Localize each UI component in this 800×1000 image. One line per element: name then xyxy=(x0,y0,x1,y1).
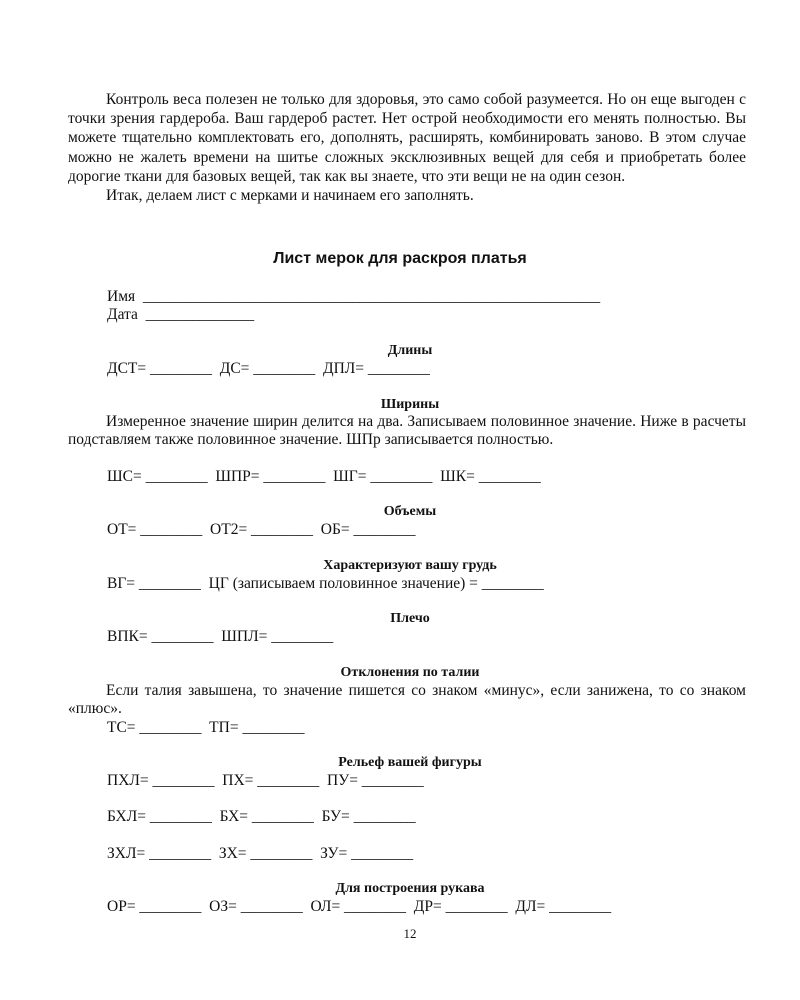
lengths-line: ДСТ= ________ ДС= ________ ДПЛ= ________ xyxy=(107,360,430,377)
date-field-line: Дата ______________ xyxy=(107,306,255,323)
shoulder-heading: Плечо xyxy=(390,611,430,626)
widths-heading: Ширины xyxy=(380,397,440,412)
relief-line-side: БХЛ= ________ БХ= ________ БУ= ________ xyxy=(107,808,416,825)
sleeve-line: ОР= ________ ОЗ= ________ ОЛ= ________ ДР= ________ ДЛ= ________ xyxy=(107,898,612,915)
waist-line: ТС= ________ ТП= ________ xyxy=(107,719,305,736)
relief-heading: Рельеф вашей фигуры xyxy=(338,755,482,770)
bust-heading: Характеризуют вашу грудь xyxy=(323,558,497,573)
volumes-heading: Объемы xyxy=(383,504,437,519)
lengths-heading: Длины xyxy=(387,343,433,358)
waist-note-text: Если талия завышена, то значение пишется со знаком «минус», если занижена, то со знаком «плюс». xyxy=(68,682,746,717)
widths-note xyxy=(68,413,746,449)
intro-text xyxy=(68,90,746,205)
widths-line: ШС= ________ ШПР= ________ ШГ= ________ ШК= ________ xyxy=(107,468,541,485)
relief-line-front: ПХЛ= ________ ПХ= ________ ПУ= ________ xyxy=(107,772,424,789)
intro-paragraph-2: Итак, делаем лист с мерками и начинаем его заполнять. xyxy=(106,187,474,205)
page-number: 12 xyxy=(403,926,417,941)
name-field-line: Имя ___________________________________________________________ xyxy=(107,288,601,305)
waist-heading: Отклонения по талии xyxy=(340,665,480,680)
waist-note xyxy=(68,682,746,718)
widths-note-text: Измеренное значение ширин делится на два. Записываем половинное значение. Ниже в расчеты подставляем также половинное значение. ШПр записывается полностью. xyxy=(68,413,746,448)
bust-line: ВГ= ________ ЦГ (записываем половинное значение) = ________ xyxy=(107,575,544,592)
relief-line-back: ЗХЛ= ________ ЗХ= ________ ЗУ= ________ xyxy=(107,845,414,862)
sleeve-heading: Для построения рукава xyxy=(335,881,485,896)
form-title: Лист мерок для раскроя платья xyxy=(273,250,527,267)
shoulder-line: ВПК= ________ ШПЛ= ________ xyxy=(107,628,334,645)
intro-paragraph-1: Контроль веса полезен не только для здоровья, это само собой разумеется. Но он еще выгоден с точки зрения гардероба. Ваш гардероб растет. Нет острой необходимости его менять полностью. Вы можете тщательно комплектовать его, дополнять, расширять, комбинировать заново. В этом случае можно не жалеть времени на шитье сложных эксклюзивных вещей для себя и приобретать более дорогие ткани для базовых вещей, так как вы знаете, что эти вещи не на один сезон. xyxy=(68,91,746,185)
volumes-line: ОТ= ________ ОТ2= ________ ОБ= ________ xyxy=(107,521,416,538)
